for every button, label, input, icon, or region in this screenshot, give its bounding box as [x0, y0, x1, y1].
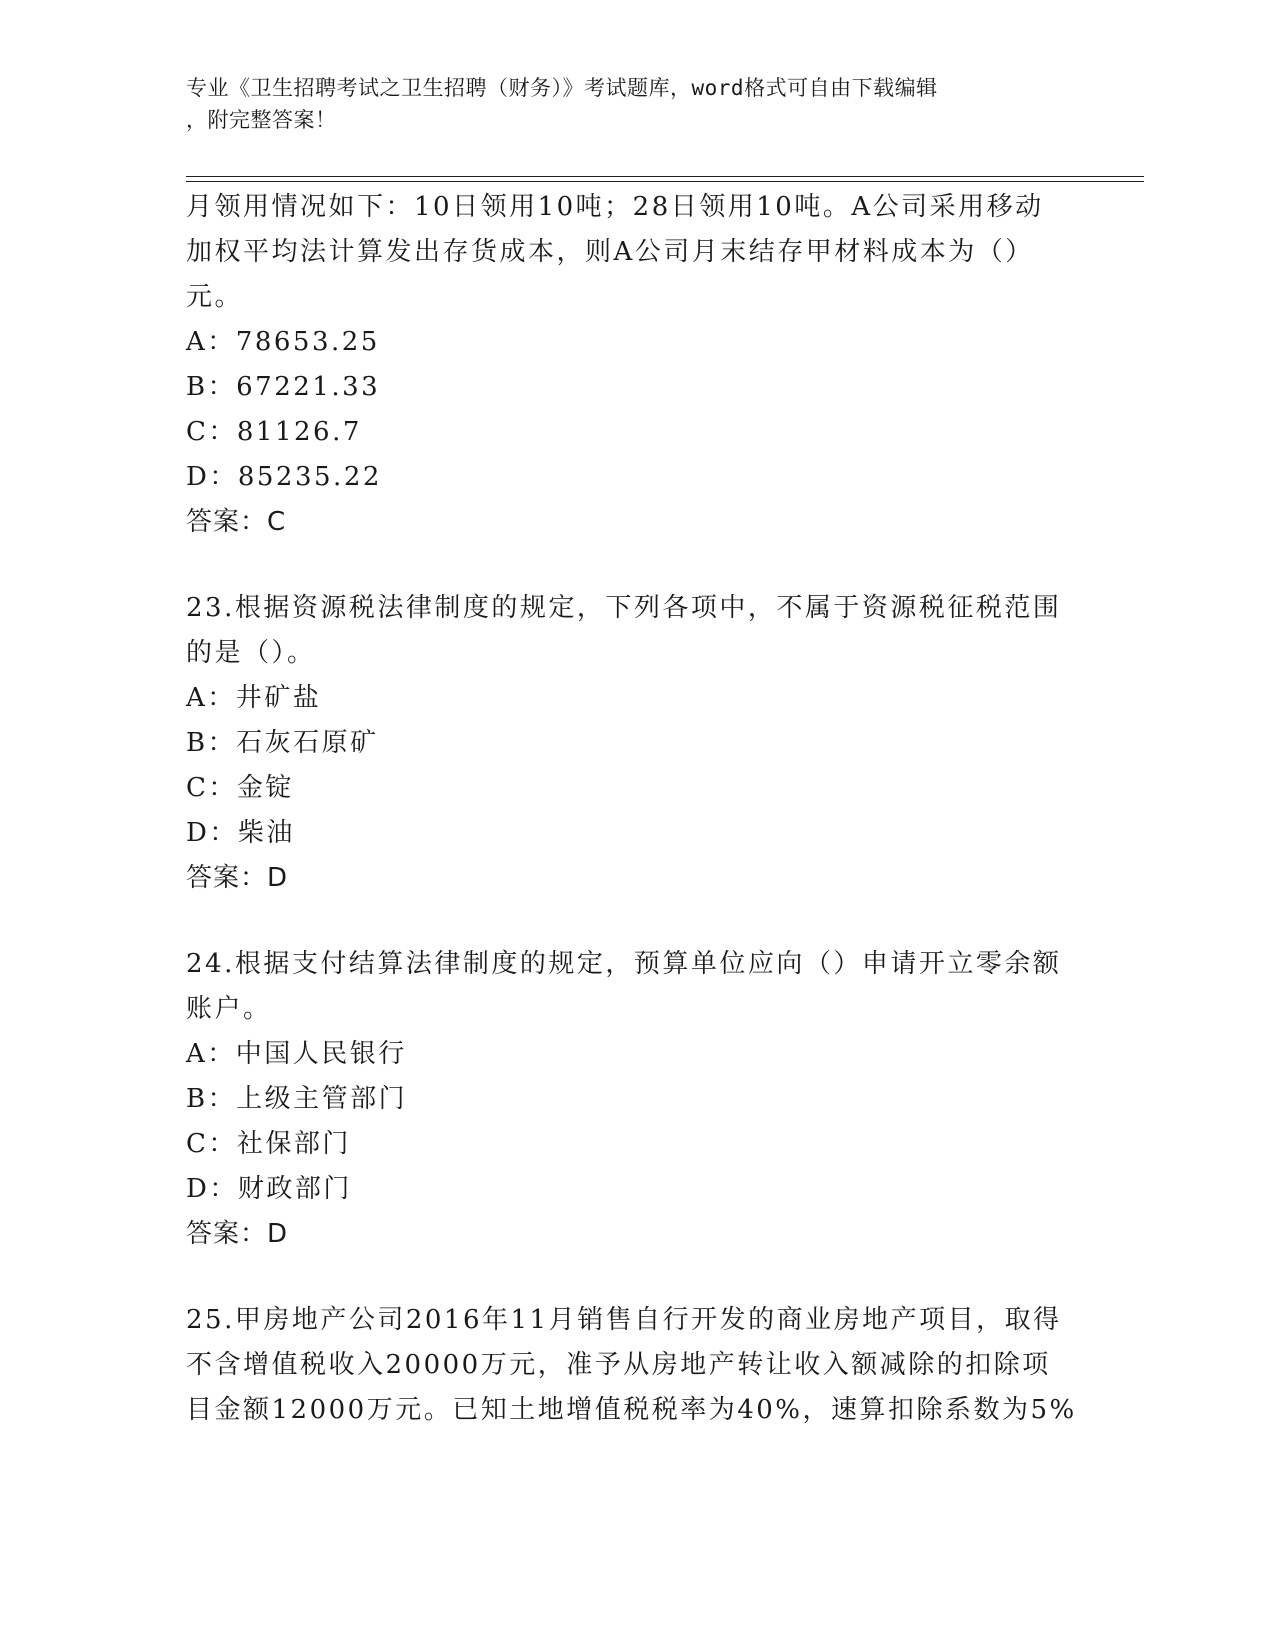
question-25	[186, 1298, 1086, 1433]
answer-label: 答案：D	[186, 1219, 289, 1249]
question-continuation	[186, 185, 1086, 545]
question-text-line: 的是（）。	[186, 638, 316, 668]
option-a: A：78653.25	[186, 327, 380, 357]
question-24	[186, 942, 1086, 1257]
option-a: A：井矿盐	[186, 683, 322, 713]
question-text-line: 元。	[186, 282, 244, 312]
answer-label: 答案：D	[186, 863, 289, 893]
question-text-line: 加权平均法计算发出存货成本，则A公司月末结存甲材料成本为（）	[186, 237, 1034, 267]
option-b: B：上级主管部门	[186, 1084, 408, 1114]
question-text-line: 24.根据支付结算法律制度的规定，预算单位应向（）申请开立零余额	[186, 949, 1062, 979]
option-b: B：67221.33	[186, 372, 381, 402]
question-23	[186, 586, 1086, 901]
question-spacer	[186, 901, 1086, 942]
question-list	[186, 185, 1086, 1433]
header-title-line-2: ，附完整答案！	[186, 108, 337, 132]
option-d: D：财政部门	[186, 1174, 352, 1204]
option-d: D：柴油	[186, 818, 295, 848]
option-c: C：社保部门	[186, 1129, 351, 1159]
question-text-line: 月领用情况如下：10日领用10吨；28日领用10吨。A公司采用移动	[186, 192, 1044, 222]
question-text-line: 目金额12000万元。已知土地增值税税率为40%，速算扣除系数为5%	[186, 1395, 1077, 1425]
option-b: B：石灰石原矿	[186, 728, 379, 758]
question-text-line: 不含增值税收入20000万元，准予从房地产转让收入额减除的扣除项	[186, 1350, 1051, 1380]
question-text-line: 账户。	[186, 994, 272, 1024]
option-a: A：中国人民银行	[186, 1039, 407, 1069]
question-text-line: 25.甲房地产公司2016年11月销售自行开发的商业房地产项目，取得	[186, 1305, 1062, 1335]
header-title-line-1: 专业《卫生招聘考试之卫生招聘（财务）》考试题库，word格式可自由下载编辑	[186, 76, 938, 100]
option-c: C：金锭	[186, 773, 294, 803]
document-header	[186, 72, 1066, 136]
answer-label: 答案：C	[186, 507, 287, 537]
header-divider-bottom	[186, 181, 1144, 182]
option-c: C：81126.7	[186, 417, 362, 447]
question-spacer	[186, 1257, 1086, 1298]
header-divider-top	[186, 176, 1144, 177]
question-spacer	[186, 545, 1086, 586]
question-text-line: 23.根据资源税法律制度的规定，下列各项中，不属于资源税征税范围	[186, 593, 1062, 623]
option-d: D：85235.22	[186, 462, 382, 492]
